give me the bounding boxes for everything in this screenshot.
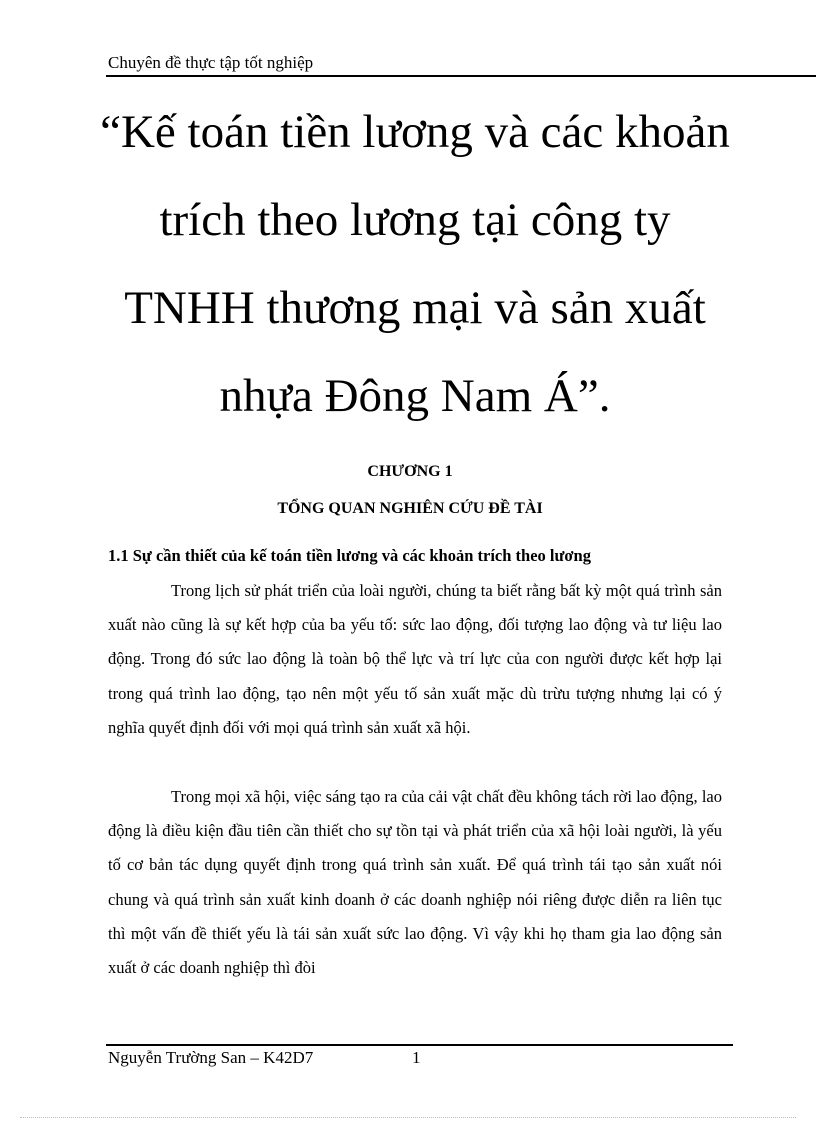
chapter-name: TỔNG QUAN NGHIÊN CỨU ĐỀ TÀI [277, 500, 543, 517]
header-divider [106, 75, 816, 77]
footer-author: Nguyễn Trường San – K42D7 [108, 1048, 314, 1067]
page-header: Chuyên đề thực tập tốt nghiệp [108, 53, 314, 72]
paragraph-2: Trong mọi xã hội, việc sáng tạo ra của cải vật chất đều không tách rời lao động, lao động là điều kiện đầu tiên cần thiết cho sự tồn tại và phát triển của xã hội loài người, là yếu tố cơ bản tác dụng quyết định trong quá trình sản xuất. Để quá trình tái tạo sản xuất nói chung và quá trình sản xuất kinh doanh ở các doanh nghiệp nói riêng được diễn ra liên tục thì một vấn đề thiết yếu là tái sản xuất sức lao động. Vì vậy khi họ tham gia lao động sản xuất ở các doanh nghiệp thì đòi [108, 787, 722, 978]
chapter-number: CHƯƠNG 1 [367, 463, 453, 480]
footer-divider [106, 1044, 733, 1046]
page-number: 1 [412, 1048, 421, 1067]
page-boundary [20, 1117, 796, 1118]
document-title: “Kế toán tiền lương và các khoản trích theo lương tại công ty TNHH thương mại và sản xuất nhựa Đông Nam Á”. [100, 106, 730, 422]
paragraph-1: Trong lịch sử phát triển của loài người, chúng ta biết rằng bất kỳ một quá trình sản xuất nào cũng là sự kết hợp của ba yếu tố: sức lao động, đối tượng lao động và tư liệu lao động. Trong đó sức lao động là toàn bộ thể lực và trí lực của con người được kết hợp lại trong quá trình lao động, tạo nên một yếu tố sản xuất mặc dù trừu tượng nhưng lại có ý nghĩa quyết định đối với mọi quá trình sản xuất xã hội. [108, 581, 722, 737]
section-heading: 1.1 Sự cần thiết của kế toán tiền lương và các khoản trích theo lương [108, 546, 591, 565]
